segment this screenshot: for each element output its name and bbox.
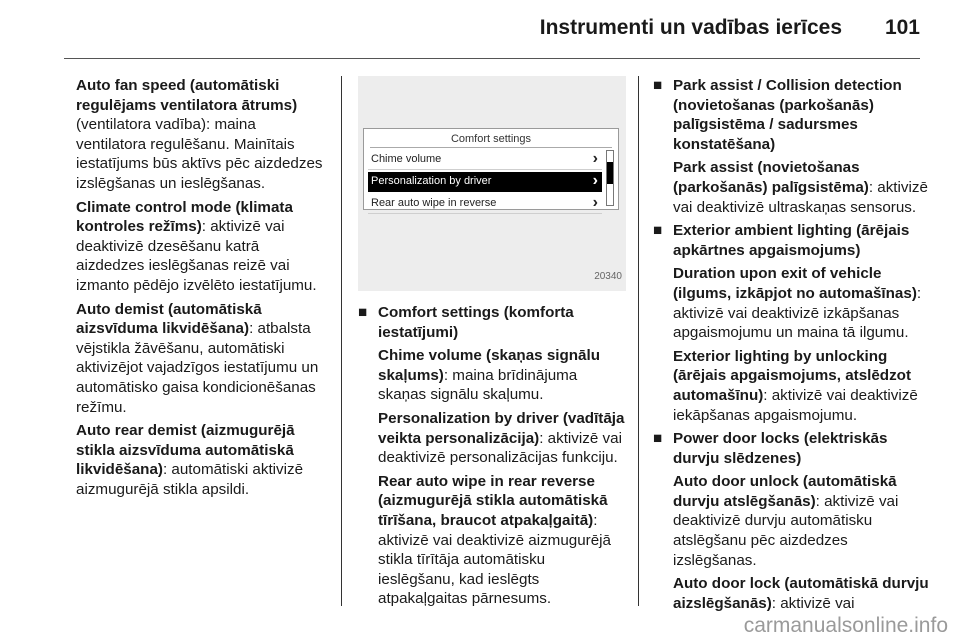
watermark: carmanualsonline.info	[743, 614, 948, 637]
menu-item-label: Chime volume	[371, 153, 442, 165]
heading-power-door-locks: Power door locks (elektriskās durvju slēdzenes)	[673, 430, 888, 467]
menu-item-chime-volume	[368, 150, 602, 170]
paragraph-auto-rear-demist	[76, 421, 328, 499]
page-number: 101	[884, 16, 920, 39]
desc-park-assist: : aktivizē vai deaktivizē ultraskaņas sensorus.	[673, 178, 928, 216]
paragraph-personalization	[378, 409, 626, 468]
paragraph-auto-door-lock	[673, 574, 929, 613]
desc-auto-fan-speed: (ventilatora vadība): maina ventilatora regulēšanu. Mainītais iestatījums būs aktīvs pēc aizdedzes izslēgšanas un ieslēgšanas.	[76, 116, 323, 192]
term-chime-volume: Chime volume (skaņas signālu skaļums)	[378, 347, 600, 384]
column-3	[653, 76, 929, 617]
desc-auto-door-unlock: : aktivizē vai deaktivizē durvju automātisku atslēgšanu pēc aizdedzes izslēgšanas.	[673, 492, 899, 569]
term-personalization: Personalization by driver (vadītāja veikta personalizācija)	[378, 409, 625, 447]
comfort-settings-figure	[358, 76, 626, 291]
paragraph-exit-duration	[673, 264, 929, 342]
header-rule	[64, 58, 920, 59]
heading-comfort-settings: Comfort settings (komforta iestatījumi)	[378, 304, 574, 341]
desc-climate-control-mode: : aktivizē vai deaktivizē dzesēšanu katrā aizdedzes ieslēgšanas reizē vai izmanto pēdējo izvēlēto iestatījumu.	[76, 218, 317, 294]
menu-item-rear-auto-wipe	[368, 194, 602, 214]
page-header	[0, 0, 960, 60]
list-item-comfort-settings	[358, 303, 626, 609]
desc-unlock-lighting: : aktivizē vai deaktivizē iekāpšanas apgaismojumu.	[673, 386, 918, 424]
bullet-icon: ■	[358, 304, 368, 321]
heading-exterior-lighting: Exterior ambient lighting (ārējais apkārtnes apgaismojums)	[673, 222, 910, 259]
column-divider	[341, 76, 342, 606]
page-title: Instrumenti un vadības ierīces	[539, 16, 842, 39]
term-rear-auto-wipe: Rear auto wipe in rear reverse (aizmugurējā stikla automātiskā tīrīšana, braucot atpakaļgaitā)	[378, 472, 608, 529]
term-auto-demist: Auto demist (automātiskā aizsvīduma likvidēšana)	[76, 300, 262, 338]
menu-item-personalization-by-driver	[368, 172, 602, 192]
chevron-right-icon: ›	[592, 150, 598, 167]
desc-auto-rear-demist: : automātiski aktivizē aizmugurējā stikla apsildi.	[76, 461, 304, 498]
bullet-icon: ■	[653, 77, 663, 94]
paragraph-rear-auto-wipe	[378, 472, 626, 609]
figure-id: 20340	[594, 271, 622, 283]
list-item-park-assist	[653, 76, 929, 217]
paragraph-auto-fan-speed	[76, 76, 328, 194]
desc-exit-duration: : aktivizē vai deaktivizē izkāpšanas apgaismojumu un maina tā ilgumu.	[673, 284, 922, 342]
display-screen	[363, 128, 619, 210]
scrollbar-thumb	[607, 162, 613, 184]
paragraph-chime-volume	[378, 346, 626, 405]
paragraph-auto-door-unlock	[673, 472, 929, 570]
paragraph-unlock-lighting	[673, 347, 929, 425]
paragraph-climate-control-mode	[76, 198, 328, 296]
column-divider	[638, 76, 639, 606]
desc-personalization: : aktivizē vai deaktivizē personalizācijas funkciju.	[378, 429, 622, 467]
paragraph-park-assist	[673, 158, 929, 217]
paragraph-auto-demist	[76, 300, 328, 418]
desc-rear-auto-wipe: : aktivizē vai deaktivizē aizmugurējā stikla tīrītāja automātisku ieslēgšanu, kad ieslēgts atpakaļgaitas pārnesums.	[378, 511, 611, 608]
term-auto-fan-speed: Auto fan speed (automātiski regulējams ventilatora ātrums)	[76, 77, 298, 114]
bullet-icon: ■	[653, 430, 663, 448]
term-unlock-lighting: Exterior lighting by unlocking (ārējais apgaismojums, atslēdzot automašīnu)	[673, 347, 912, 404]
desc-chime-volume: : maina brīdinājuma skaņas signālu skaļumu.	[378, 366, 578, 404]
term-auto-rear-demist: Auto rear demist (aizmugurējā stikla aizsvīduma automātiskā likvidēšana)	[76, 422, 295, 479]
term-climate-control-mode: Climate control mode (klimata kontroles režīms)	[76, 198, 293, 236]
bullet-icon: ■	[653, 222, 663, 240]
term-park-assist: Park assist (novietošanas (parkošanās) palīgsistēma)	[673, 159, 869, 196]
scrollbar	[606, 150, 614, 206]
list-item-exterior-lighting	[653, 221, 929, 425]
desc-auto-door-lock: : aktivizē vai	[771, 594, 855, 612]
term-auto-door-lock: Auto door lock (automātiskā durvju aizslēgšanās)	[673, 575, 929, 612]
term-auto-door-unlock: Auto door unlock (automātiskā durvju atslēgšanās)	[673, 473, 897, 510]
chevron-right-icon: ›	[592, 194, 598, 211]
term-exit-duration: Duration upon exit of vehicle (ilgums, izkāpjot no automašīnas)	[673, 265, 917, 302]
menu-item-label: Personalization by driver	[371, 175, 492, 187]
menu-item-label: Rear auto wipe in reverse	[371, 197, 497, 209]
desc-auto-demist: : atbalsta vējstikla žāvēšanu, automātiski aktivizējot vajadzīgos iestatījumu un automātisko gaisa kondicionēšanas režīmu.	[76, 320, 319, 416]
heading-park-assist: Park assist / Collision detection (novietošanas (parkošanās) palīgsistēma / sadursmes konstatēšana)	[673, 77, 902, 153]
chevron-right-icon: ›	[592, 172, 598, 189]
column-2	[358, 76, 626, 613]
column-1	[76, 76, 328, 503]
list-item-power-door-locks	[653, 429, 929, 613]
screen-title: Comfort settings	[370, 131, 612, 148]
